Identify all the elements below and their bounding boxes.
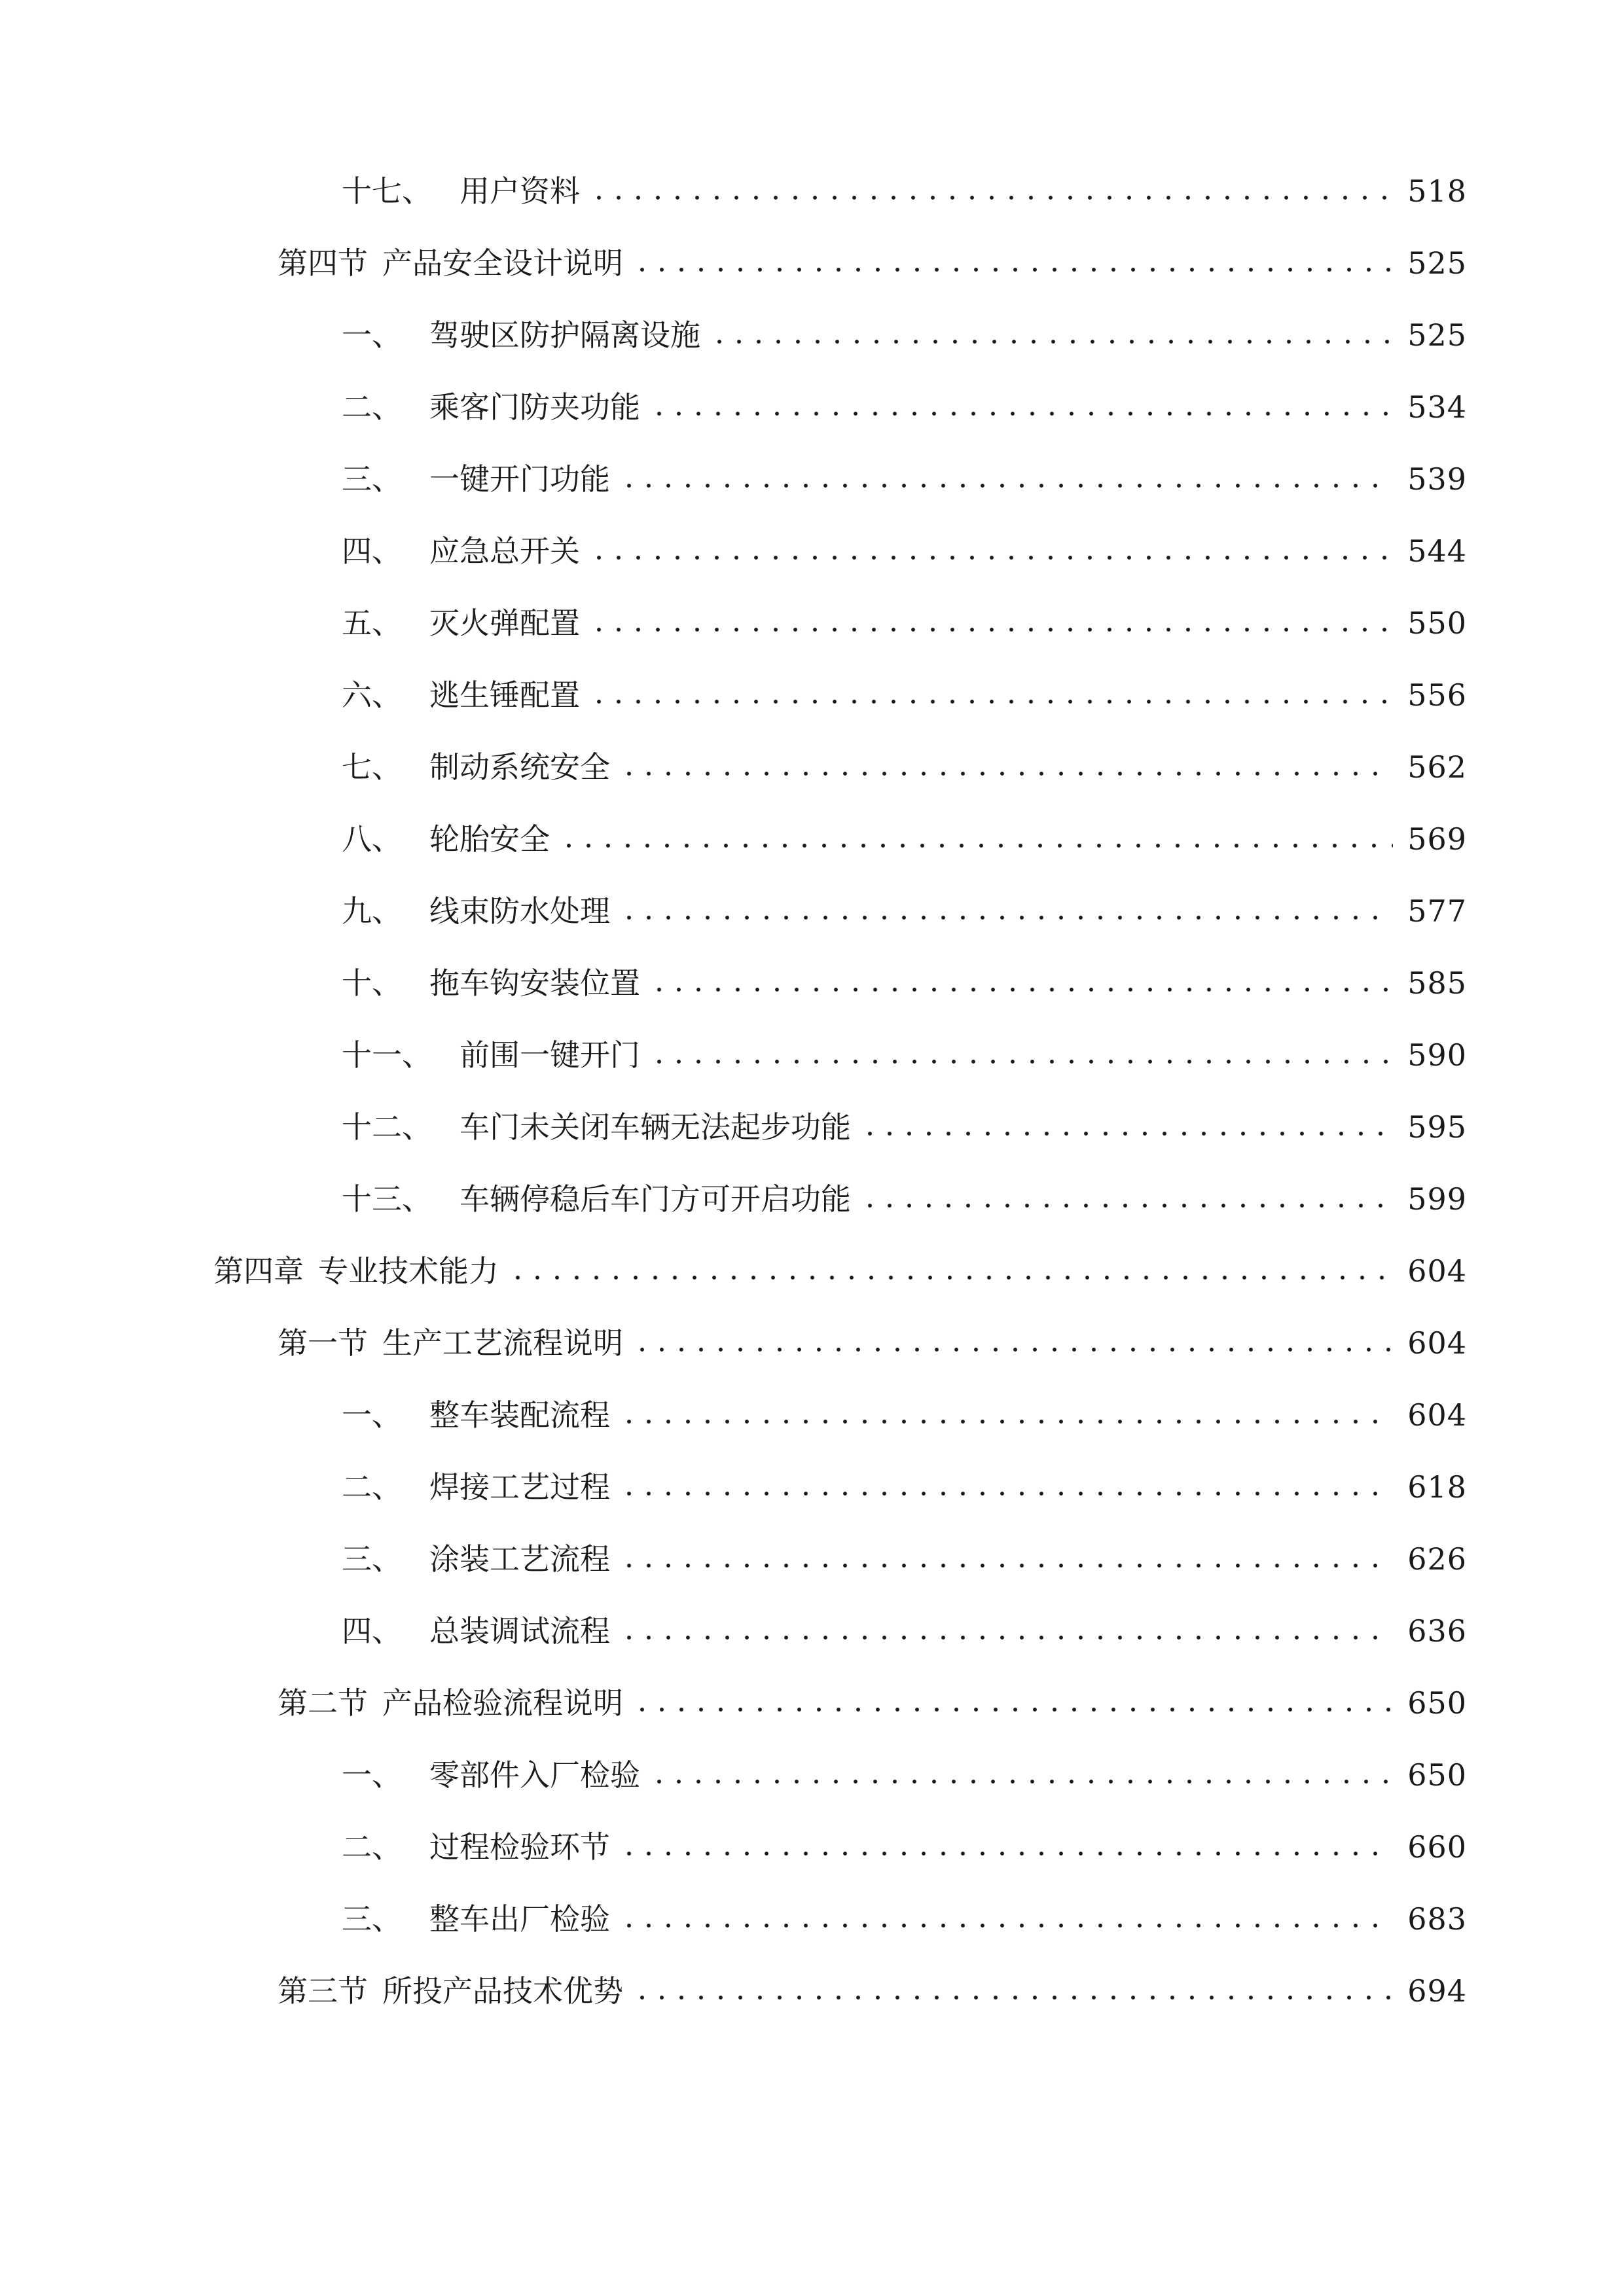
toc-entry[interactable] <box>342 885 1467 937</box>
toc-entry[interactable] <box>278 237 1467 289</box>
toc-entry-title: 专业技术能力 <box>318 1253 499 1289</box>
toc-dot-leader <box>632 1317 1393 1369</box>
toc-entry-page-number: 650 <box>1407 1685 1467 1721</box>
toc-entry-title: 产品安全设计说明 <box>382 245 623 281</box>
toc-entry-number: 二、 <box>342 1829 402 1865</box>
toc-entry-page-number: 534 <box>1407 389 1467 425</box>
toc-entry-title: 涂装工艺流程 <box>429 1541 610 1577</box>
toc-entry-page-number: 518 <box>1407 173 1467 209</box>
toc-entry[interactable] <box>278 1677 1467 1729</box>
toc-entry-number: 第二节 <box>278 1685 368 1721</box>
toc-dot-leader <box>619 885 1393 937</box>
toc-entry[interactable] <box>342 165 1467 217</box>
toc-entry-number: 第一节 <box>278 1325 368 1361</box>
toc-dot-leader <box>632 237 1393 289</box>
toc-dot-leader <box>619 1533 1393 1585</box>
toc-entry-number: 九、 <box>342 893 402 929</box>
toc-entry-title: 零部件入厂检验 <box>429 1757 640 1793</box>
toc-entry-number: 二、 <box>342 1469 402 1505</box>
toc-entry[interactable] <box>278 1317 1467 1369</box>
toc-dot-leader <box>649 381 1393 433</box>
toc-entry[interactable] <box>342 1101 1467 1153</box>
toc-entry-title: 乘客门防夹功能 <box>429 389 640 425</box>
toc-entry-number: 八、 <box>342 821 402 857</box>
toc-entry-page-number: 544 <box>1407 533 1467 569</box>
toc-entry-number: 第三节 <box>278 1973 368 2009</box>
toc-entry-page-number: 618 <box>1407 1469 1467 1505</box>
toc-entry-title: 制动系统安全 <box>429 749 610 785</box>
toc-entry-title: 灭火弹配置 <box>429 605 580 641</box>
toc-dot-leader <box>589 597 1393 649</box>
toc-dot-leader <box>619 1821 1393 1873</box>
toc-entry-number: 四、 <box>342 1613 402 1649</box>
toc-entry-page-number: 539 <box>1407 461 1467 497</box>
toc-dot-leader <box>559 813 1393 865</box>
toc-entry-page-number: 590 <box>1407 1037 1467 1073</box>
toc-entry[interactable] <box>342 1173 1467 1225</box>
toc-entry-number: 一、 <box>342 317 402 353</box>
toc-dot-leader <box>649 957 1393 1009</box>
toc-entry[interactable] <box>213 1245 1467 1297</box>
toc-dot-leader <box>619 453 1393 505</box>
toc-entry-page-number: 604 <box>1407 1253 1467 1289</box>
toc-entry-number: 五、 <box>342 605 402 641</box>
toc-entry-title: 车辆停稳后车门方可开启功能 <box>460 1181 851 1217</box>
toc-entry-title: 总装调试流程 <box>429 1613 610 1649</box>
toc-entry-page-number: 595 <box>1407 1109 1467 1145</box>
toc-entry-page-number: 585 <box>1407 965 1467 1001</box>
toc-entry[interactable] <box>342 1533 1467 1585</box>
toc-entry-page-number: 683 <box>1407 1901 1467 1937</box>
toc-entry-title: 轮胎安全 <box>429 821 550 857</box>
toc-entry-page-number: 604 <box>1407 1397 1467 1433</box>
toc-dot-leader <box>619 1893 1393 1945</box>
toc-entry-page-number: 599 <box>1407 1181 1467 1217</box>
toc-entry-title: 整车装配流程 <box>429 1397 610 1433</box>
toc-entry-title: 驾驶区防护隔离设施 <box>429 317 700 353</box>
toc-entry[interactable] <box>342 741 1467 793</box>
toc-entry-title: 逃生锤配置 <box>429 677 580 713</box>
toc-entry-page-number: 626 <box>1407 1541 1467 1577</box>
toc-entry-number: 十七、 <box>342 173 432 209</box>
toc-entry[interactable] <box>342 1821 1467 1873</box>
toc-dot-leader <box>589 525 1393 577</box>
toc-entry-page-number: 525 <box>1407 245 1467 281</box>
toc-entry[interactable] <box>342 813 1467 865</box>
toc-entry[interactable] <box>342 1389 1467 1441</box>
toc-entry-number: 六、 <box>342 677 402 713</box>
toc-dot-leader <box>589 669 1393 721</box>
toc-entry-number: 第四章 <box>213 1253 304 1289</box>
toc-entry-title: 整车出厂检验 <box>429 1901 610 1937</box>
toc-entry-number: 十二、 <box>342 1109 432 1145</box>
toc-entry[interactable] <box>342 1461 1467 1513</box>
toc-entry-page-number: 556 <box>1407 677 1467 713</box>
toc-entry-number: 一、 <box>342 1757 402 1793</box>
toc-dot-leader <box>860 1173 1393 1225</box>
toc-entry-number: 三、 <box>342 461 402 497</box>
toc-dot-leader <box>710 309 1393 361</box>
toc-entry-title: 一键开门功能 <box>429 461 610 497</box>
toc-entry[interactable] <box>342 669 1467 721</box>
toc-entry-page-number: 562 <box>1407 749 1467 785</box>
toc-dot-leader <box>508 1245 1393 1297</box>
toc-entry-number: 十一、 <box>342 1037 432 1073</box>
toc-entry-title: 应急总开关 <box>429 533 580 569</box>
toc-entry-page-number: 525 <box>1407 317 1467 353</box>
toc-entry-title: 前围一键开门 <box>460 1037 640 1073</box>
toc-entry-number: 十、 <box>342 965 402 1001</box>
toc-entry[interactable] <box>342 597 1467 649</box>
toc-dot-leader <box>619 741 1393 793</box>
toc-entry[interactable] <box>342 309 1467 361</box>
toc-dot-leader <box>649 1749 1393 1801</box>
toc-entry-number: 二、 <box>342 389 402 425</box>
toc-dot-leader <box>860 1101 1393 1153</box>
toc-dot-leader <box>589 165 1393 217</box>
toc-entry-number: 一、 <box>342 1397 402 1433</box>
toc-dot-leader <box>632 1677 1393 1729</box>
toc-entry-title: 线束防水处理 <box>429 893 610 929</box>
toc-entry-title: 过程检验环节 <box>429 1829 610 1865</box>
toc-entry[interactable] <box>342 1893 1467 1945</box>
toc-entry-number: 三、 <box>342 1541 402 1577</box>
toc-entry-title: 车门未关闭车辆无法起步功能 <box>460 1109 851 1145</box>
toc-entry[interactable] <box>342 1749 1467 1801</box>
toc-entry-number: 十三、 <box>342 1181 432 1217</box>
toc-entry-title: 用户资料 <box>460 173 580 209</box>
toc-entry[interactable] <box>342 957 1467 1009</box>
toc-dot-leader <box>649 1029 1393 1081</box>
toc-dot-leader <box>619 1461 1393 1513</box>
toc-entry-title: 所投产品技术优势 <box>382 1973 623 2009</box>
toc-entry-page-number: 660 <box>1407 1829 1467 1865</box>
toc-entry-number: 四、 <box>342 533 402 569</box>
toc-entry-number: 三、 <box>342 1901 402 1937</box>
toc-entry-page-number: 636 <box>1407 1613 1467 1649</box>
toc-entry-title: 焊接工艺过程 <box>429 1469 610 1505</box>
toc-entry-number: 七、 <box>342 749 402 785</box>
toc-entry[interactable] <box>342 1605 1467 1657</box>
toc-entry-page-number: 577 <box>1407 893 1467 929</box>
toc-entry-page-number: 694 <box>1407 1973 1467 2009</box>
toc-entry-page-number: 550 <box>1407 605 1467 641</box>
toc-entry-page-number: 569 <box>1407 821 1467 857</box>
toc-entry-number: 第四节 <box>278 245 368 281</box>
toc-entry[interactable] <box>342 453 1467 505</box>
toc-entry-page-number: 604 <box>1407 1325 1467 1361</box>
toc-dot-leader <box>619 1605 1393 1657</box>
toc-entry-title: 产品检验流程说明 <box>382 1685 623 1721</box>
toc-entry[interactable] <box>342 525 1467 577</box>
toc-dot-leader <box>619 1389 1393 1441</box>
toc-entry[interactable] <box>342 1029 1467 1081</box>
toc-dot-leader <box>632 1965 1393 2017</box>
toc-entry-title: 拖车钩安装位置 <box>429 965 640 1001</box>
toc-entry[interactable] <box>342 381 1467 433</box>
toc-entry-page-number: 650 <box>1407 1757 1467 1793</box>
toc-entry[interactable] <box>278 1965 1467 2017</box>
toc-entry-title: 生产工艺流程说明 <box>382 1325 623 1361</box>
